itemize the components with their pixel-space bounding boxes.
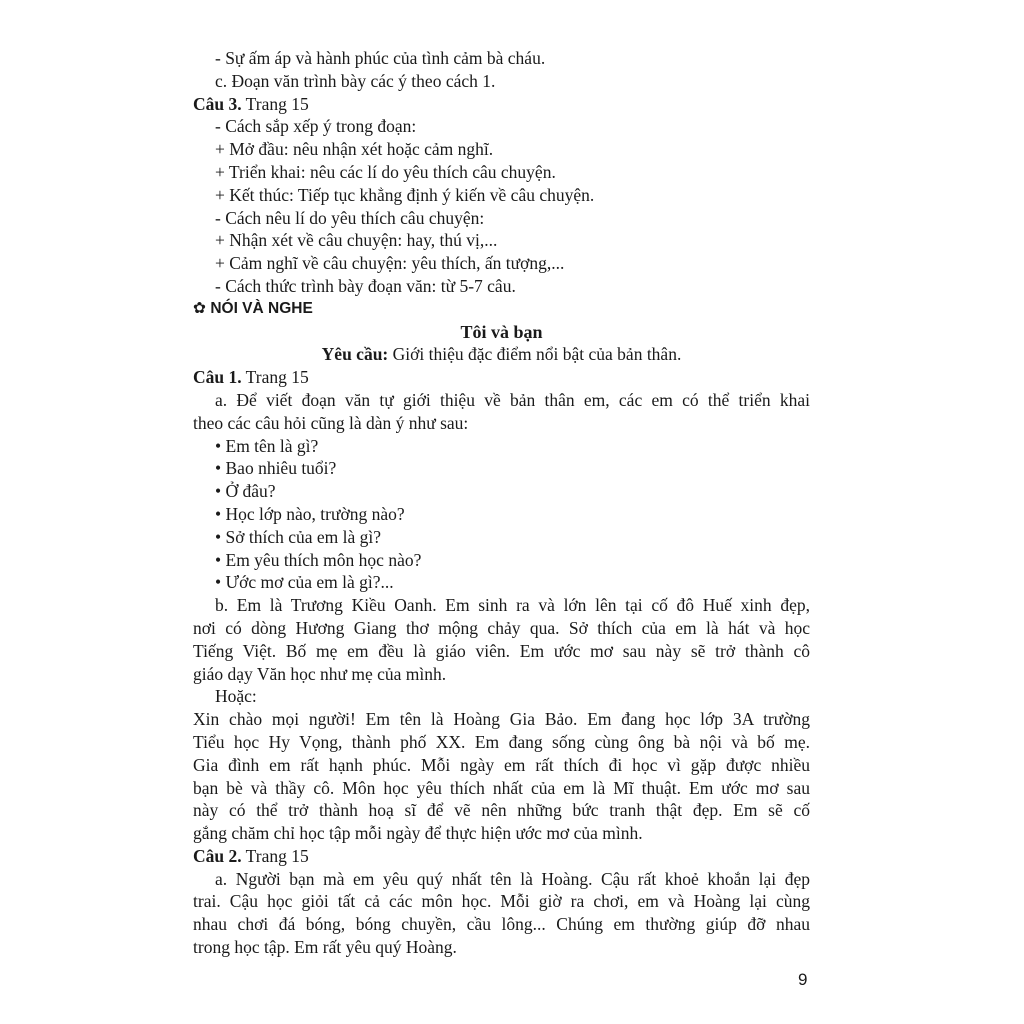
text-line: nơi có dòng Hương Giang thơ mộng chảy qua. Sở thích của em là hát và học	[193, 617, 810, 638]
list-item: • Sở thích của em là gì?	[215, 526, 382, 547]
text-line: a. Người bạn mà em yêu quý nhất tên là Hoàng. Cậu rất khoẻ khoắn lại đẹp	[215, 868, 810, 889]
text-line: a. Để viết đoạn văn tự giới thiệu về bản thân em, các em có thể triển khai	[215, 389, 810, 410]
question-label: Câu 1.	[193, 367, 242, 388]
question-label: Câu 3.	[193, 93, 242, 114]
requirement-label: Yêu cầu:	[321, 344, 389, 365]
page-ref: Trang 15	[241, 845, 309, 866]
text-line: + Kết thúc: Tiếp tục khẳng định ý kiến về câu chuyện.	[215, 184, 595, 205]
text-line: Gia đình em rất hạnh phúc. Mỗi ngày em rất thích đi học vì gặp được nhiều	[193, 754, 810, 775]
text-line: gắng chăm chỉ học tập mỗi ngày để thực hiện ước mơ của mình.	[193, 823, 643, 844]
text-line: + Mở đầu: nêu nhận xét hoặc cảm nghĩ.	[215, 139, 494, 160]
text-line: Tiểu học Hy Vọng, thành phố XX. Em đang sống cùng ông bà nội và bố mẹ.	[193, 731, 810, 752]
document-page	[193, 47, 810, 959]
page-ref: Trang 15	[241, 93, 309, 114]
list-item: • Ước mơ của em là gì?...	[215, 572, 394, 593]
text-line: giáo dạy Văn học như mẹ của mình.	[193, 663, 447, 684]
text-line: trai. Cậu học giỏi tất cả các môn học. Mỗi giờ ra chơi, em và Hoàng lại cùng	[193, 891, 810, 912]
question-heading	[193, 93, 810, 116]
section-heading	[193, 298, 810, 321]
list-item: • Ở đâu?	[215, 481, 276, 502]
text-line: theo các câu hỏi cũng là dàn ý như sau:	[193, 412, 469, 433]
text-line: - Sự ấm áp và hành phúc của tình cảm bà cháu.	[215, 48, 546, 68]
text-line: - Cách thức trình bày đoạn văn: từ 5-7 câu.	[215, 275, 516, 296]
list-item: • Em yêu thích môn học nào?	[215, 549, 422, 570]
page-ref: Trang 15	[241, 367, 309, 388]
text-line: Tiếng Việt. Bố mẹ em đều là giáo viên. Em ước mơ sau này sẽ trở thành cô	[193, 640, 810, 661]
lesson-title: Tôi và bạn	[460, 321, 543, 342]
requirement	[193, 343, 810, 366]
section-title: NÓI VÀ NGHE	[210, 299, 313, 317]
list-item: • Học lớp nào, trường nào?	[215, 503, 405, 524]
text-line: trong học tập. Em rất yêu quý Hoàng.	[193, 937, 457, 958]
text-line: + Triển khai: nêu các lí do yêu thích câu chuyện.	[215, 161, 556, 182]
page-number: 9	[798, 970, 808, 989]
question-heading	[193, 366, 810, 389]
question-heading	[193, 845, 810, 868]
text-line: + Nhận xét về câu chuyện: hay, thú vị,...	[215, 230, 498, 251]
text-line: - Cách nêu lí do yêu thích câu chuyện:	[215, 207, 485, 228]
text-line: Hoặc:	[215, 686, 257, 707]
question-label: Câu 2.	[193, 845, 242, 866]
text-line: c. Đoạn văn trình bày các ý theo cách 1.	[215, 70, 496, 91]
text-line: nhau chơi đá bóng, bóng chuyền, cầu lông... Chúng em thường giúp đỡ nhau	[193, 914, 810, 935]
list-item: • Em tên là gì?	[215, 435, 319, 456]
text-line: b. Em là Trương Kiều Oanh. Em sinh ra và lớn lên tại cố đô Huế xinh đẹp,	[215, 595, 810, 616]
text-line: này có thể trở thành hoạ sĩ để vẽ nên những bức tranh thật đẹp. Em sẽ cố	[193, 800, 810, 821]
flower-icon: ✿	[193, 299, 206, 317]
text-line: Xin chào mọi người! Em tên là Hoàng Gia Bảo. Em đang học lớp 3A trường	[193, 709, 810, 730]
text-line: + Cảm nghĩ về câu chuyện: yêu thích, ấn tượng,...	[215, 253, 565, 274]
list-item: • Bao nhiêu tuổi?	[215, 458, 337, 479]
text-line: - Cách sắp xếp ý trong đoạn:	[215, 116, 417, 137]
requirement-text: Giới thiệu đặc điểm nổi bật của bản thân.	[388, 344, 682, 365]
text-line: bạn bè và thầy cô. Môn học yêu thích nhất của em là Mĩ thuật. Em ước mơ sau	[193, 777, 810, 798]
